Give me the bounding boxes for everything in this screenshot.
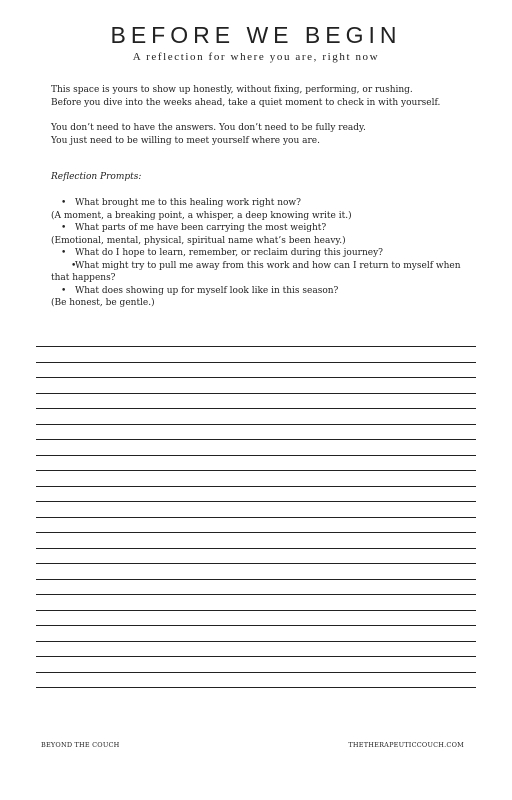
intro-paragraph-1: [51, 84, 481, 109]
prompt-note: (Be honest, be gentle.): [51, 298, 155, 308]
writing-line[interactable]: [36, 517, 476, 533]
writing-line[interactable]: [36, 579, 476, 595]
writing-line[interactable]: [36, 548, 476, 564]
writing-line[interactable]: [36, 656, 476, 672]
prompt-item: [51, 222, 481, 247]
prompt-question: • What does showing up for myself look like in this season?: [51, 285, 481, 298]
intro-line: This space is yours to show up honestly, without fixing, performing, or rushing.: [51, 85, 413, 95]
prompts-heading: Reflection Prompts:: [51, 172, 142, 182]
footer-brand: BEYOND THE COUCH: [41, 741, 120, 749]
writing-line[interactable]: [36, 625, 476, 641]
prompt-note: (Emotional, mental, physical, spiritual name what’s been heavy.): [51, 235, 346, 246]
page-subtitle: A reflection for where you are, right now: [132, 51, 380, 63]
prompt-item: [51, 247, 481, 260]
writing-line[interactable]: [36, 486, 476, 502]
writing-line[interactable]: [36, 532, 476, 548]
writing-line[interactable]: [36, 594, 476, 610]
writing-line[interactable]: [36, 687, 476, 703]
writing-line[interactable]: [36, 501, 476, 517]
writing-line[interactable]: [36, 672, 476, 688]
prompt-note: (A moment, a breaking point, a whisper, a deep knowing write it.): [51, 210, 352, 221]
intro-line: Before you dive into the weeks ahead, take a quiet moment to check in with yourself.: [51, 97, 441, 108]
writing-line[interactable]: [36, 424, 476, 440]
writing-line[interactable]: [36, 455, 476, 471]
writing-line[interactable]: [36, 362, 476, 378]
writing-line[interactable]: [36, 641, 476, 657]
prompt-item: [51, 197, 481, 222]
page-title: BEFORE WE BEGIN: [110, 22, 402, 48]
footer-website: THETHERAPEUTICCOUCH.COM: [348, 741, 464, 749]
prompt-question: • What parts of me have been carrying the most weight?: [51, 222, 481, 235]
writing-line[interactable]: [36, 408, 476, 424]
prompt-item: [51, 260, 481, 285]
writing-lines: [36, 346, 476, 703]
intro-line: You don’t need to have the answers. You don’t need to be fully ready.: [51, 123, 366, 133]
writing-line[interactable]: [36, 439, 476, 455]
writing-line[interactable]: [36, 393, 476, 409]
writing-line[interactable]: [36, 346, 476, 362]
prompt-question: • What brought me to this healing work right now?: [51, 197, 481, 210]
writing-line[interactable]: [36, 610, 476, 626]
writing-line[interactable]: [36, 470, 476, 486]
prompts-list: [51, 197, 481, 310]
writing-line[interactable]: [36, 563, 476, 579]
prompt-question: • What might try to pull me away from this work and how can I return to myself when that happens?: [51, 260, 481, 285]
prompt-question: • What do I hope to learn, remember, or reclaim during this journey?: [51, 247, 481, 260]
intro-line: You just need to be willing to meet yourself where you are.: [51, 135, 320, 146]
writing-line[interactable]: [36, 377, 476, 393]
prompt-item: [51, 285, 481, 310]
intro-paragraph-2: [51, 122, 481, 147]
